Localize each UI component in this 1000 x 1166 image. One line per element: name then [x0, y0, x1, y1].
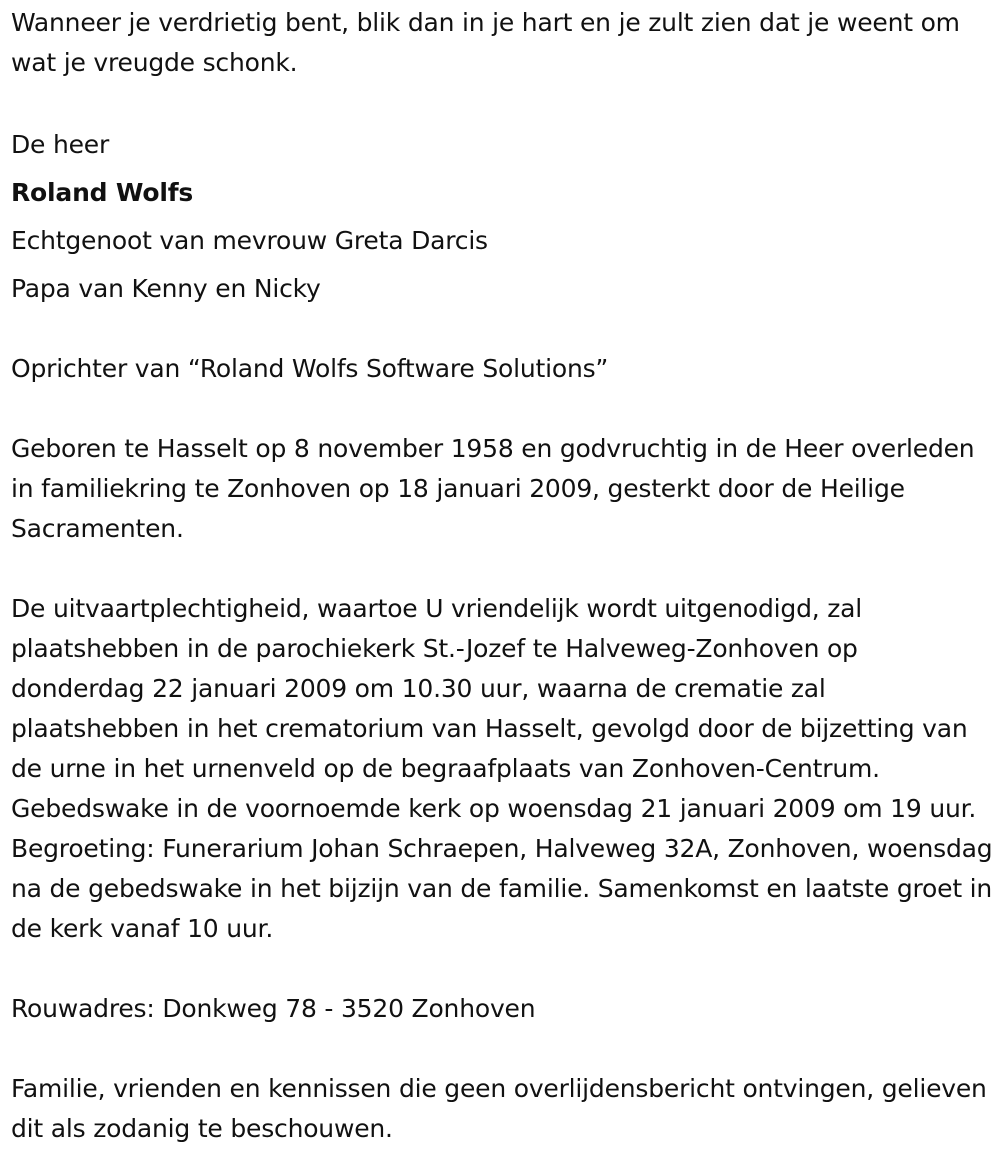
honorific-title: De heer — [11, 130, 110, 159]
children-line: Papa van Kenny en Nicky — [11, 274, 321, 303]
spouse-line: Echtgenoot van mevrouw Greta Darcis — [11, 226, 488, 255]
mourning-address: Rouwadres: Donkweg 78 - 3520 Zonhoven — [11, 994, 536, 1023]
founder-line: Oprichter van “Roland Wolfs Software Solutions” — [11, 354, 609, 383]
funeral-paragraph: De uitvaartplechtigheid, waartoe U vriendelijk wordt uitgenodigd, zal plaatshebben in de parochiekerk St.-Jozef te Halveweg-Zonhoven op donderdag 22 januari 2009 om 10.30 uur, waarna de crematie zal plaatshebben in het crematorium van Hasselt, gevolgd door de bijzetting van de urne in het urnenveld op de begraafplaats van Zonhoven-Centrum. Gebedswake in de voornoemde kerk op woensdag 21 januari 2009 om 19 uur. Begroeting: Funerarium Johan Schraepen, Halveweg 32A, Zonhoven, woensdag na de gebedswake in het bijzijn van de familie. Samenkomst en laatste groet in de kerk vanaf 10 uur. — [11, 594, 993, 943]
opening-quote: Wanneer je verdrietig bent, blik dan in je hart en je zult zien dat je weent om wat je vreugde schonk. — [11, 8, 960, 77]
family-note: Familie, vrienden en kennissen die geen overlijdensbericht ontvingen, gelieven dit als zodanig te beschouwen. — [11, 1074, 987, 1143]
birth-death-paragraph: Geboren te Hasselt op 8 november 1958 en godvruchtig in de Heer overleden in familiekring te Zonhoven op 18 januari 2009, gesterkt door de Heilige Sacramenten. — [11, 434, 975, 543]
deceased-name: Roland Wolfs — [11, 178, 194, 207]
